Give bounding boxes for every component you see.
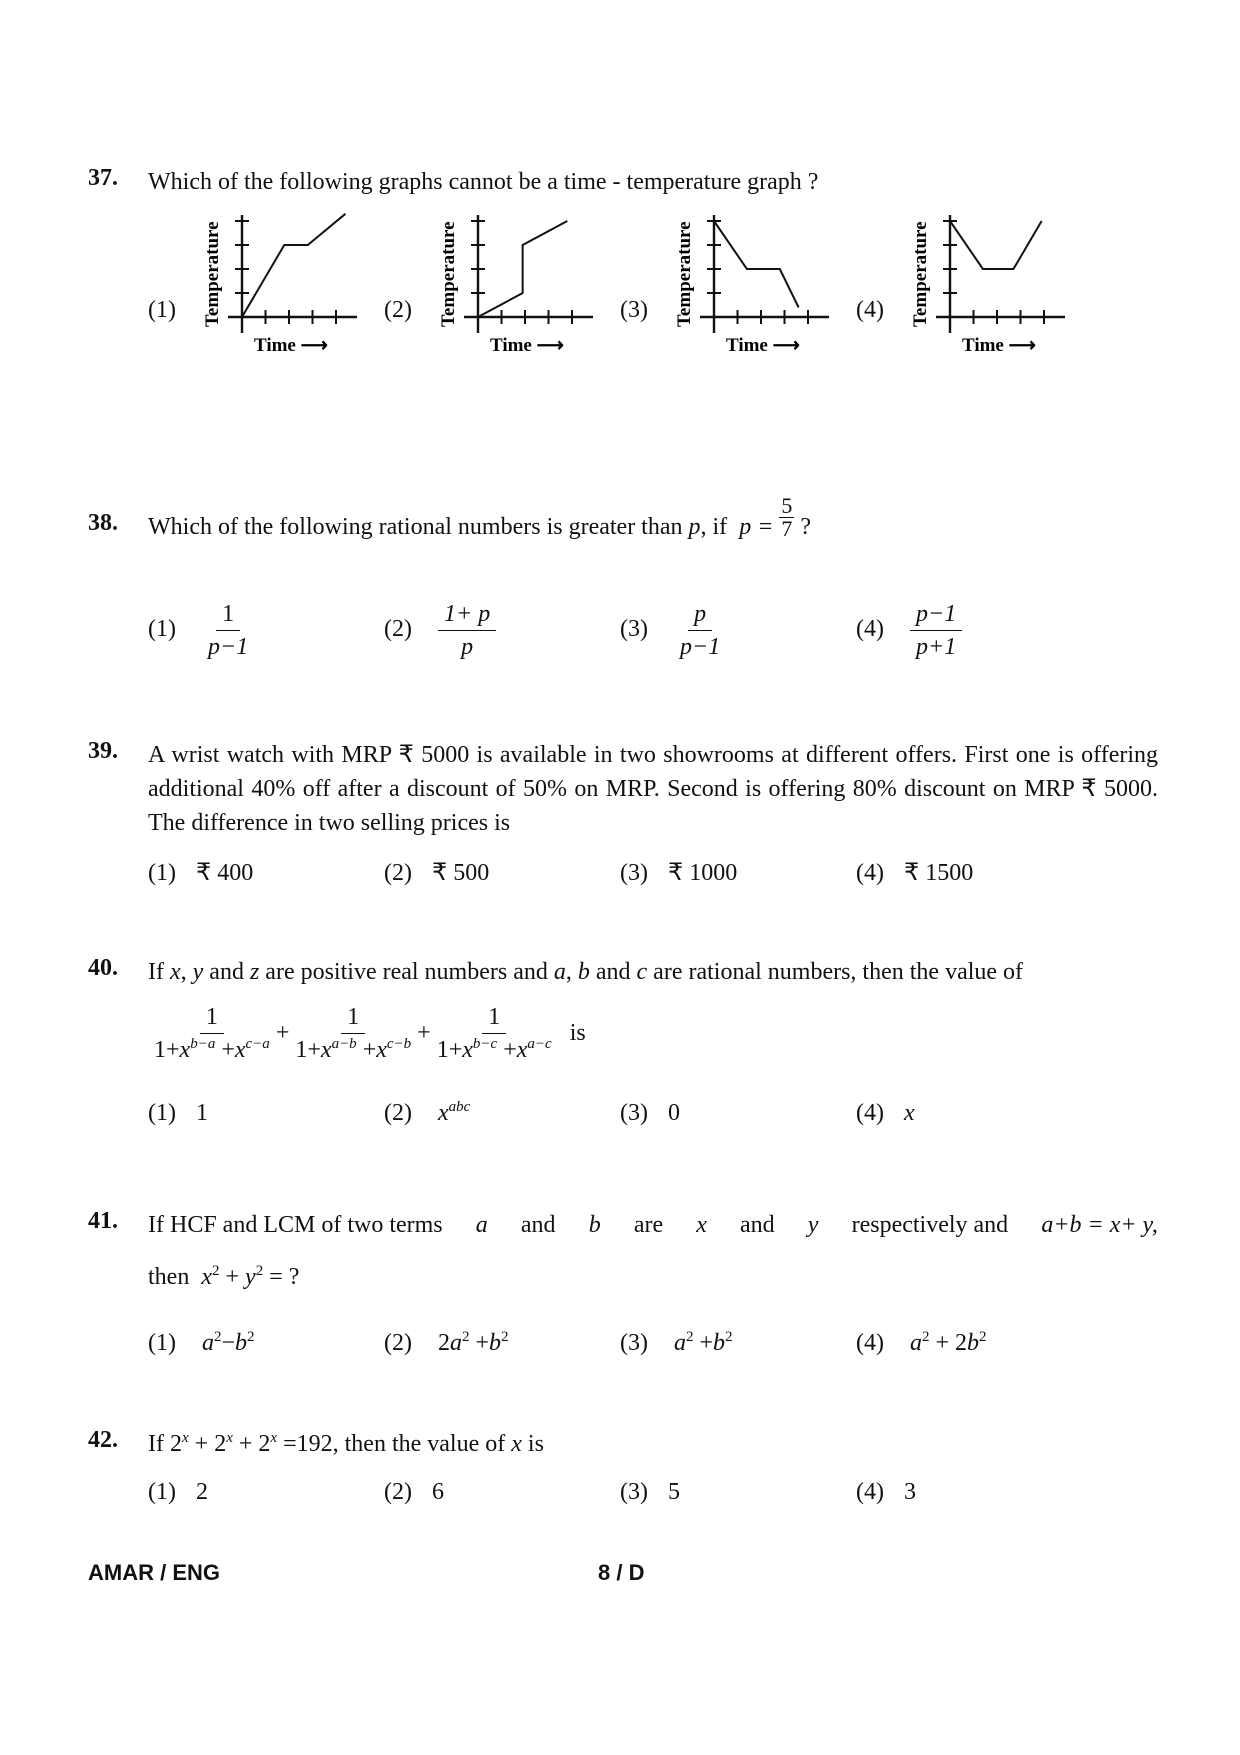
- question-number: 41.: [88, 1208, 118, 1234]
- svg-text:Temperature: Temperature: [202, 221, 223, 327]
- option-3[interactable]: (3) 5: [620, 1479, 680, 1505]
- page-number: 8 / D: [598, 1560, 645, 1585]
- option-2[interactable]: (2) ₹ 500: [384, 860, 490, 886]
- question-text: If $2^x + 2^x + 2^x =192$, then the value of x is: [148, 1430, 544, 1457]
- question-text: If HCF and LCM of two terms a and b are x and y respectively and a+b = x+ y,: [148, 1212, 1158, 1238]
- question-text-line2: then $x^2 + y^2$ = ?: [148, 1263, 300, 1290]
- term-2: $\frac{1}{1+x^{a-b} +x^{c-b}}$: [295, 1004, 412, 1063]
- option-2[interactable]: (2) $\frac{1+ p}{p}$: [384, 600, 496, 661]
- question-41: [88, 1208, 1158, 1356]
- svg-text:Time ⟶: Time ⟶: [726, 335, 800, 356]
- term-1: $\frac{1}{1+x^{b-a} +x^{c-a}}$: [154, 1004, 270, 1063]
- option-3[interactable]: (3) $a^2 +b^2$: [620, 1329, 733, 1356]
- question-number: 38.: [88, 510, 118, 536]
- option-1[interactable]: (1) ₹ 400: [148, 860, 254, 886]
- option-1[interactable]: (1) 2: [148, 1479, 208, 1505]
- option-4[interactable]: (4) $a^2 + 2b^2$: [856, 1329, 987, 1356]
- time-temperature-graph: [198, 205, 358, 355]
- question-number: 40.: [88, 955, 118, 981]
- question-text: If x, y and z are positive real numbers and a, b and c are rational numbers, then the value of: [148, 959, 1024, 985]
- svg-text:Time ⟶: Time ⟶: [490, 335, 564, 356]
- question-39: [88, 738, 1158, 886]
- question-text: Which of the following rational numbers is greater than p, if p = $\frac{5}{7}$ ?: [148, 492, 812, 541]
- option-2[interactable]: (2) $x^{abc}$: [384, 1099, 471, 1126]
- question-40: [88, 955, 1158, 1126]
- time-temperature-graph: [670, 205, 830, 355]
- option-4[interactable]: (4) $\frac{p-1}{p+1}$: [856, 600, 962, 661]
- option-label: (1): [148, 297, 176, 323]
- option-4[interactable]: (4) 3: [856, 1479, 916, 1505]
- question-number: 42.: [88, 1427, 118, 1453]
- option-1[interactable]: (1) $a^2-b^2$: [148, 1329, 255, 1356]
- option-2[interactable]: (2) 6: [384, 1479, 444, 1505]
- time-temperature-graph: [434, 205, 594, 355]
- question-number: 39.: [88, 738, 118, 764]
- footer-code: AMAR / ENG: [88, 1560, 220, 1585]
- svg-text:Temperature: Temperature: [910, 221, 931, 327]
- option-4[interactable]: (4) ₹ 1500: [856, 860, 974, 886]
- p-value-fraction: $\frac{5}{7}$: [781, 492, 793, 541]
- option-2[interactable]: (2) $2a^2 +b^2$: [384, 1329, 509, 1356]
- svg-text:Temperature: Temperature: [674, 221, 695, 327]
- expression: $\frac{1}{1+x^{b-a} +x^{c-a}}$ + $\frac{1}{1+x^{a-b} +x^{c-b}}$ + $\frac{1}{1+x^{b-c} +x^{a-c}}$ is: [148, 1003, 586, 1064]
- question-text: Which of the following graphs cannot be a time - temperature graph ?: [148, 169, 819, 195]
- question-38: [88, 492, 1158, 660]
- question-text: A wrist watch with MRP ₹ 5000 is available in two showrooms at different offers. First one is offering additional 40% off after a discount of 50% on MRP. Second is offering 80% discount on MRP ₹ 5000. The difference in two selling prices is: [148, 742, 1158, 836]
- option-3[interactable]: (3) 0: [620, 1100, 680, 1126]
- term-3: $\frac{1}{1+x^{b-c} +x^{a-c}}$: [436, 1004, 552, 1063]
- question-number: 37.: [88, 165, 118, 191]
- option-1[interactable]: (1) 1: [148, 1100, 208, 1126]
- question-42: [88, 1427, 1158, 1505]
- time-temperature-graph: [906, 205, 1066, 355]
- svg-text:Time ⟶: Time ⟶: [962, 335, 1036, 356]
- option-label: (2): [384, 297, 412, 323]
- option-label: (4): [856, 297, 884, 323]
- option-1[interactable]: (1) $\frac{1}{p-1}$: [148, 601, 249, 660]
- option-label: (3): [620, 297, 648, 323]
- svg-text:Temperature: Temperature: [438, 221, 459, 327]
- option-3[interactable]: (3) $\frac{p}{p-1}$: [620, 601, 721, 660]
- question-37: [88, 165, 1158, 356]
- svg-text:Time ⟶: Time ⟶: [254, 335, 328, 356]
- option-3[interactable]: (3) ₹ 1000: [620, 860, 738, 886]
- option-4[interactable]: (4) x: [856, 1100, 915, 1126]
